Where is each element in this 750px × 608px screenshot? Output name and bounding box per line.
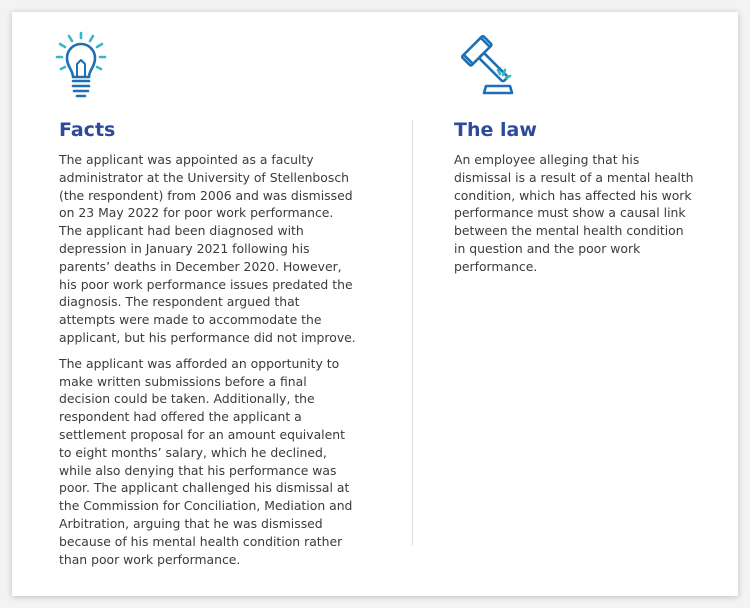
facts-paragraph-1: The applicant was appointed as a faculty administrator at the University of Stellenbosch (the respondent) from 2006 and was dismissed on 23 May 2022 for poor work performance. The applicant had been diagnosed with depression in January 2021 following his parents’ deaths in December 2020. However, his poor work performance issues predated the diagnosis. The respondent argued that attempts were made to accommodate the applicant, but his performance did not improve. bbox=[59, 152, 356, 345]
law-column bbox=[454, 30, 694, 284]
lightbulb-icon bbox=[53, 30, 113, 100]
gavel-icon bbox=[448, 30, 518, 100]
law-paragraph-1: An employee alleging that his dismissal is a result of a mental health condition, which has affected his work performance must show a causal link between the mental health condition in question and the poor work performance. bbox=[454, 152, 694, 274]
facts-column bbox=[59, 30, 359, 576]
column-divider bbox=[412, 120, 413, 545]
info-card bbox=[12, 12, 738, 596]
facts-heading: Facts bbox=[59, 119, 116, 141]
facts-paragraph-2: The applicant was afforded an opportunity to make written submissions before a final decision could be taken. Additionally, the respondent had offered the applicant a settlement proposal for an amount equivalent to eight months’ salary, which he declined, while also denying that his performance was poor. The applicant challenged his dismissal at the Commission for Conciliation, Mediation and Arbitration, arguing that he was dismissed because of his mental health condition rather than poor work performance. bbox=[59, 355, 353, 567]
law-heading: The law bbox=[454, 119, 537, 141]
